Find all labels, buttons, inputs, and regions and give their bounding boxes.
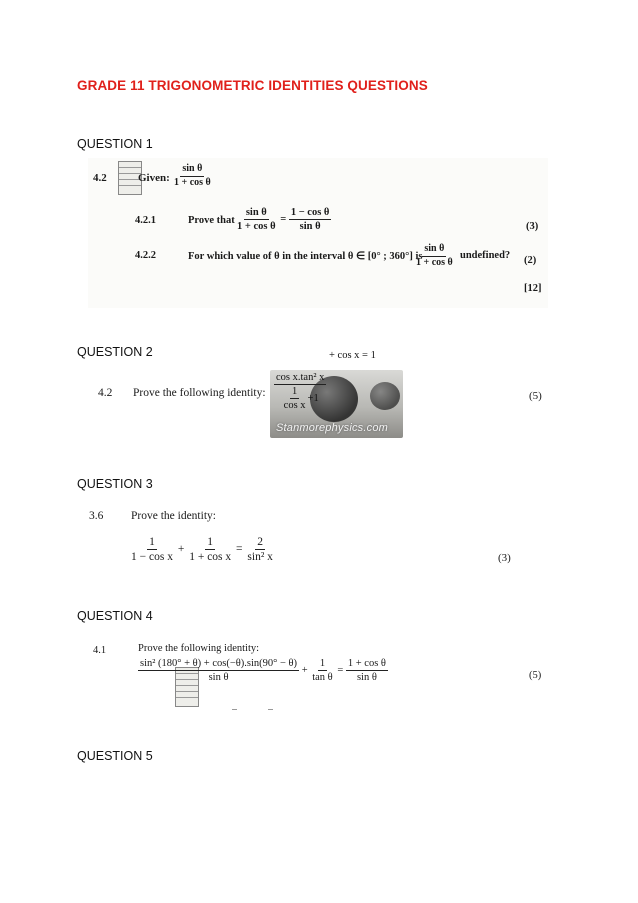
q3-f1-den: 1 − cos x bbox=[131, 551, 173, 564]
q3-f2-den: 1 + cos x bbox=[189, 551, 232, 564]
question-2-heading: QUESTION 2 bbox=[77, 345, 153, 359]
q4-right-num: 1 + cos θ bbox=[346, 658, 388, 671]
q1-part2-number: 4.2.2 bbox=[135, 250, 156, 261]
q4-plus: + bbox=[301, 664, 308, 676]
question-4-heading: QUESTION 4 bbox=[77, 609, 153, 623]
q4-equation bbox=[138, 658, 388, 683]
q4-mid-num: 1 bbox=[318, 658, 327, 671]
q3-f3-den: sin² x bbox=[247, 551, 273, 564]
q1-p1-equals: = bbox=[280, 213, 287, 225]
q3-f1-num: 1 bbox=[147, 536, 157, 550]
q1-p1-right-num: 1 − cos θ bbox=[289, 207, 332, 220]
q1-total-marks: [12] bbox=[524, 283, 542, 294]
q1-p1-left-num: sin θ bbox=[244, 207, 269, 220]
q1-part1-text: Prove that bbox=[188, 215, 235, 226]
question-5-heading: QUESTION 5 bbox=[77, 749, 153, 763]
q1-given-num: sin θ bbox=[180, 164, 204, 177]
q1-number: 4.2 bbox=[93, 172, 107, 184]
question-3-heading: QUESTION 3 bbox=[77, 477, 153, 491]
q4-left-num: sin² (180° + θ) + cos(−θ).sin(90° − θ) bbox=[138, 658, 299, 671]
question-1-image bbox=[88, 158, 548, 308]
q2-watermark: Stanmorephysics.com bbox=[276, 422, 389, 434]
q2-eq-top: cos x.tan² x bbox=[274, 372, 326, 385]
q1-part1-equation bbox=[235, 207, 331, 232]
question-1-heading: QUESTION 1 bbox=[77, 137, 153, 151]
q1-given-label: Given: bbox=[138, 172, 170, 184]
q1-part1-marks: (3) bbox=[526, 221, 539, 232]
q2-number: 4.2 bbox=[98, 387, 113, 399]
q1-part1-number: 4.2.1 bbox=[135, 215, 156, 226]
q3-marks: (3) bbox=[498, 552, 511, 564]
q4-mid-den: tan θ bbox=[312, 672, 333, 684]
q1-p1-left-den: 1 + cos θ bbox=[237, 221, 276, 233]
q2-marks: (5) bbox=[529, 390, 542, 402]
q1-part2-marks: (2) bbox=[524, 255, 537, 266]
q2-text: Prove the following identity: bbox=[133, 387, 266, 399]
document-title: GRADE 11 TRIGONOMETRIC IDENTITIES QUESTIONS bbox=[77, 78, 428, 93]
q3-f3-num: 2 bbox=[255, 536, 265, 550]
scan-artifact bbox=[268, 709, 273, 710]
q3-equals: = bbox=[236, 543, 243, 556]
q1-part2-tail: undefined? bbox=[460, 250, 511, 261]
q4-equals: = bbox=[337, 664, 344, 676]
q2-eq-plus-one: +1 bbox=[307, 392, 319, 404]
q1-p2-num: sin θ bbox=[422, 244, 446, 257]
q1-part2-text: For which value of θ in the interval θ ∈ [0° ; 360°] is bbox=[188, 251, 423, 262]
q2-equation bbox=[274, 350, 376, 412]
q3-text: Prove the identity: bbox=[131, 510, 216, 522]
q2-eq-tail: + cos x = 1 bbox=[328, 350, 376, 361]
scan-artifact bbox=[232, 709, 237, 710]
q2-eq-inner-num: 1 bbox=[290, 386, 299, 399]
q4-right-den: sin θ bbox=[356, 672, 377, 684]
q1-p1-right-den: sin θ bbox=[299, 221, 321, 233]
q4-number: 4.1 bbox=[93, 645, 107, 656]
q4-text: Prove the following identity: bbox=[138, 643, 260, 654]
q1-part2-fraction bbox=[414, 244, 455, 268]
q3-plus: + bbox=[177, 543, 185, 556]
q3-f2-num: 1 bbox=[205, 536, 215, 550]
q3-equation bbox=[129, 536, 275, 563]
q4-left-den: sin θ bbox=[208, 672, 229, 684]
q3-number: 3.6 bbox=[89, 510, 104, 522]
q1-given-den: 1 + cos θ bbox=[174, 176, 211, 188]
q2-watermarked-image bbox=[270, 350, 403, 438]
q4-marks: (5) bbox=[529, 670, 542, 681]
q1-p2-den: 1 + cos θ bbox=[416, 256, 453, 268]
q2-eq-inner-den: cos x bbox=[283, 400, 306, 412]
q1-given-fraction bbox=[172, 164, 213, 188]
